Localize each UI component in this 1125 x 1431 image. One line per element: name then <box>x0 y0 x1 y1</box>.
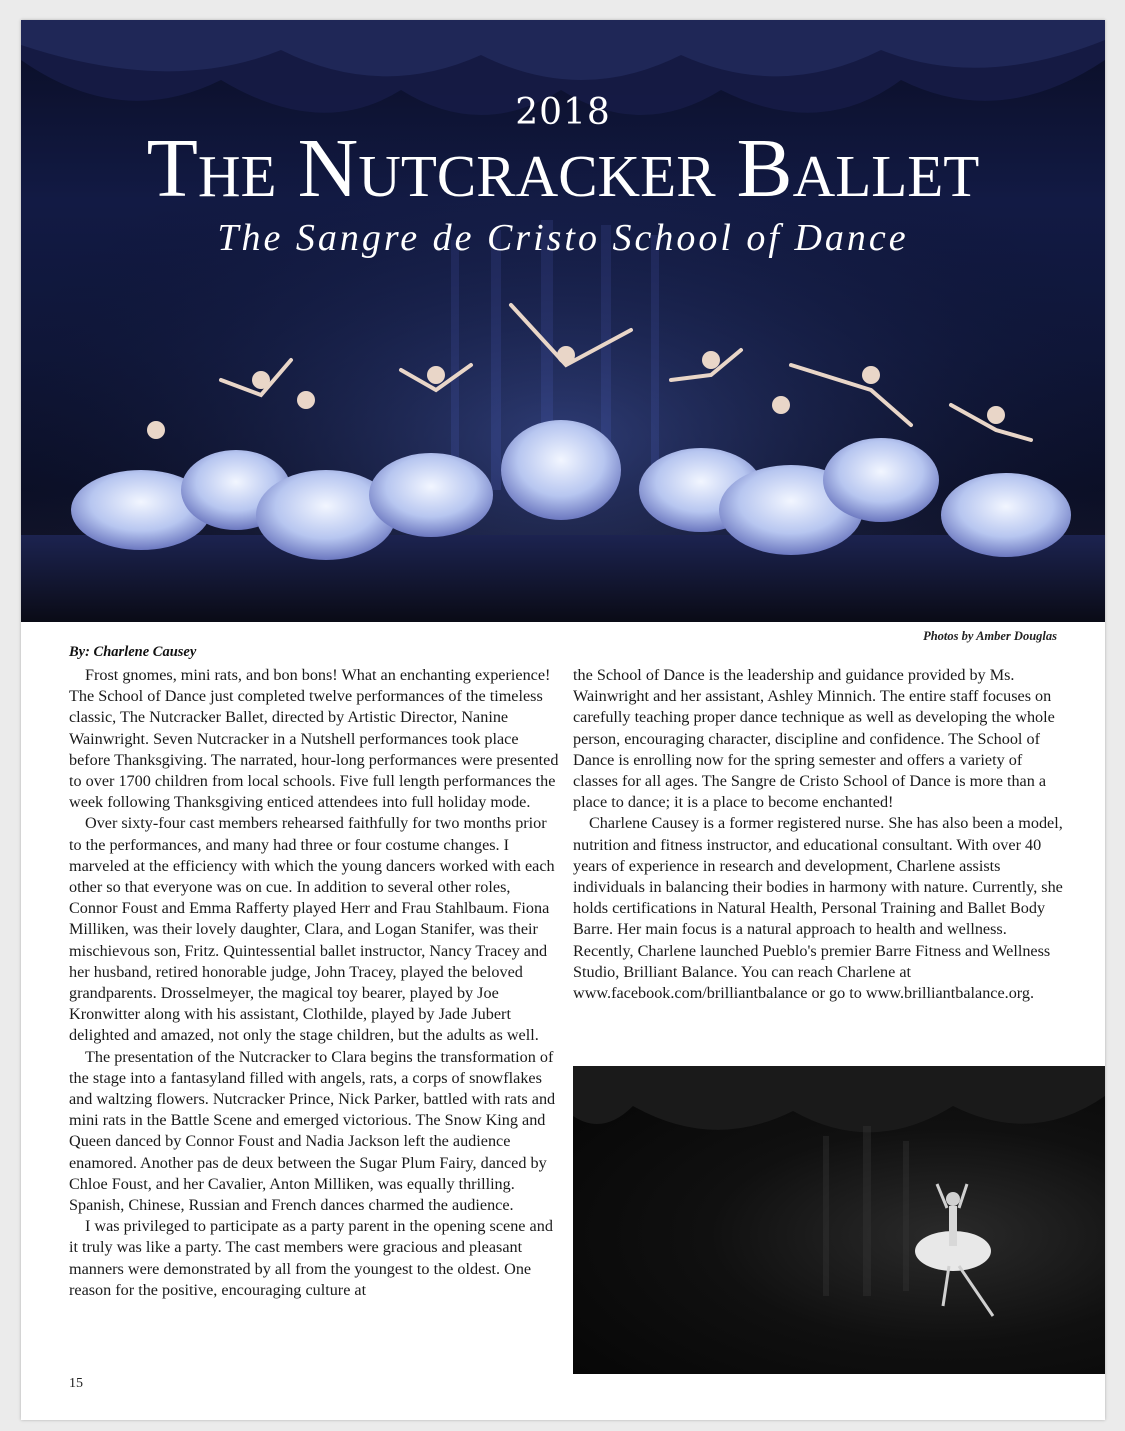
page-number: 15 <box>69 1376 83 1391</box>
header-year: 2018 <box>515 92 611 133</box>
paragraph: the School of Dance is the leadership and guidance provided by Ms. Wainwright and her assistant, Ashley Minnich. The entire staff focuses on carefully teaching proper dance technique as well as developing the whole person, encouraging character, discipline and confidence. The School of Dance is enrolling now for the spring semester and offers a variety of classes for all ages. The Sangre de Cristo School of Dance is more than a place to dance; it is a place to become enchanted! <box>573 666 1055 812</box>
paragraph: The presentation of the Nutcracker to Clara begins the transformation of the stage into a fantasyland filled with angels, rats, a corps of snowflakes and waltzing flowers. Nutcracker Prince, Nick Parker, battled with rats and mini rats in the Battle Scene and emerged victorious. The Snow King and Queen danced by Connor Foust and Nadia Jackson left the audience enamored. Another pas de deux between the Sugar Plum Fairy, danced by Chloe Foust, and her Cavalier, Anton Milliken, was equally thrilling. Spanish, Chinese, Russian and French dances charmed the audience. <box>69 1047 556 1215</box>
header-subtitle: The Sangre de Cristo School of Dance <box>217 217 909 259</box>
paragraph: Over sixty-four cast members rehearsed faithfully for two months prior to the performances, and many had three or four costume changes. I marveled at the efficiency with which the young dancers worked with each other so that everyone was on cue. In addition to several other roles, Connor Foust and Emma Rafferty played Herr and Frau Stahlbaum. Fiona Milliken, was their lovely daughter, Clara, and Logan Stanifer, was their mischievous son, Fritz. Quintessential ballet instructor, Nancy Tracey and her husband, retired honorable judge, John Tracey, played the beloved grandparents. Drosselmeyer, the magical toy bearer, played by Joe Kronwitter along with his assistant, Clothilde, played by Jade Jubert delighted and amazed, not only the stage children, but the adults as well. <box>69 814 555 1045</box>
solo-dancer-photo <box>573 1066 1105 1374</box>
paragraph: Frost gnomes, mini rats, and bon bons! What an enchanting experience! The School of Dance just completed twelve performances of the timeless classic, The Nutcracker Ballet, directed by Artistic Director, Nanine Wainwright. Seven Nutcracker in a Nutshell performances took place before Thanksgiving. The narrated, hour-long performances were presented to over 1700 children from local schools. Five full length performances the week following Thanksgiving enticed attendees into full holiday mode. <box>69 666 559 812</box>
article-column-1 <box>69 665 559 1301</box>
paragraph: Charlene Causey is a former registered nurse. She has also been a model, nutrition and fitness instructor, and educational consultant. With over 40 years of experience in research and development, Charlene assists individuals in balancing their bodies in harmony with nature. Currently, she holds certifications in Natural Health, Personal Training and Ballet Body Barre. Her main focus is a natural approach to health and wellness. Recently, Charlene launched Pueblo's premier Barre Fitness and Wellness Studio, Brilliant Balance. You can reach Charlene at www.facebook.com/brilliantbalance or go to www.brilliantbalance.org. <box>573 814 1063 1003</box>
solo-dancer-illustration <box>573 1066 1105 1374</box>
byline: By: Charlene Causey <box>69 644 197 660</box>
article-column-2 <box>573 665 1063 1004</box>
photo-credit: Photos by Amber Douglas <box>923 629 1057 643</box>
paragraph: I was privileged to participate as a party parent in the opening scene and it truly was like a party. The cast members were gracious and pleasant manners were demonstrated by all from the youngest to the oldest. One reason for the positive, encouraging culture at <box>69 1217 553 1299</box>
header-title: The Nutcracker Ballet <box>146 122 980 215</box>
magazine-page <box>21 20 1105 1420</box>
hero-photo <box>21 20 1105 622</box>
